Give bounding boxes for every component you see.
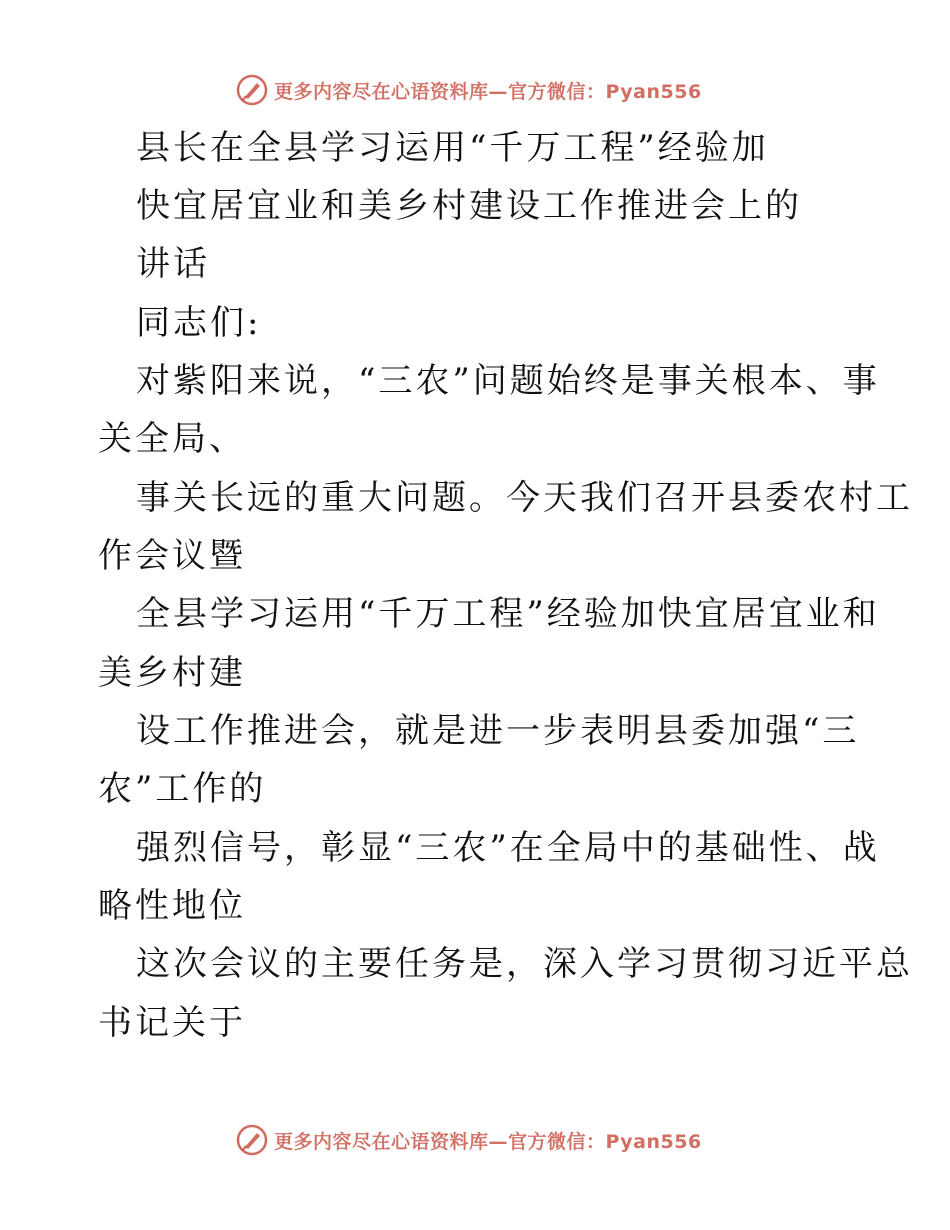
paragraph-line: 对紫阳来说，“三农”问题始终是事关根本、事 xyxy=(136,361,880,401)
paragraph-line: 事关长远的重大问题。今天我们召开县委农村工 xyxy=(136,478,913,518)
paragraph-line: 关全局、 xyxy=(98,419,246,459)
paragraph-line: 作会议暨 xyxy=(98,536,246,576)
quill-seal-icon xyxy=(236,1124,268,1156)
footer-watermark xyxy=(236,1123,756,1157)
quill-seal-icon xyxy=(236,74,268,106)
salutation: 同志们: xyxy=(136,303,262,343)
header-watermark xyxy=(236,73,756,107)
paragraph-line: 农”工作的 xyxy=(98,769,267,809)
paragraph-line: 强烈信号，彰显“三农”在全局中的基础性、战 xyxy=(136,828,880,868)
title-line-1: 县长在全县学习运用“千万工程”经验加 xyxy=(136,128,769,168)
watermark-text: 更多内容尽在心语资料库—官方微信：Pyan556 xyxy=(274,1130,702,1153)
paragraph-line: 这次会议的主要任务是，深入学习贯彻习近平总 xyxy=(136,944,913,984)
paragraph-line: 美乡村建 xyxy=(98,653,246,693)
paragraph-line: 设工作推进会，就是进一步表明县委加强“三 xyxy=(136,711,860,751)
watermark-text: 更多内容尽在心语资料库—官方微信：Pyan556 xyxy=(274,80,702,103)
paragraph-line: 书记关于 xyxy=(98,1003,246,1043)
title-line-2: 快宜居宜业和美乡村建设工作推进会上的 xyxy=(136,186,802,226)
title-line-3: 讲话 xyxy=(136,244,210,284)
paragraph-line: 全县学习运用“千万工程”经验加快宜居宜业和 xyxy=(136,594,880,634)
paragraph-line: 略性地位 xyxy=(98,886,246,926)
